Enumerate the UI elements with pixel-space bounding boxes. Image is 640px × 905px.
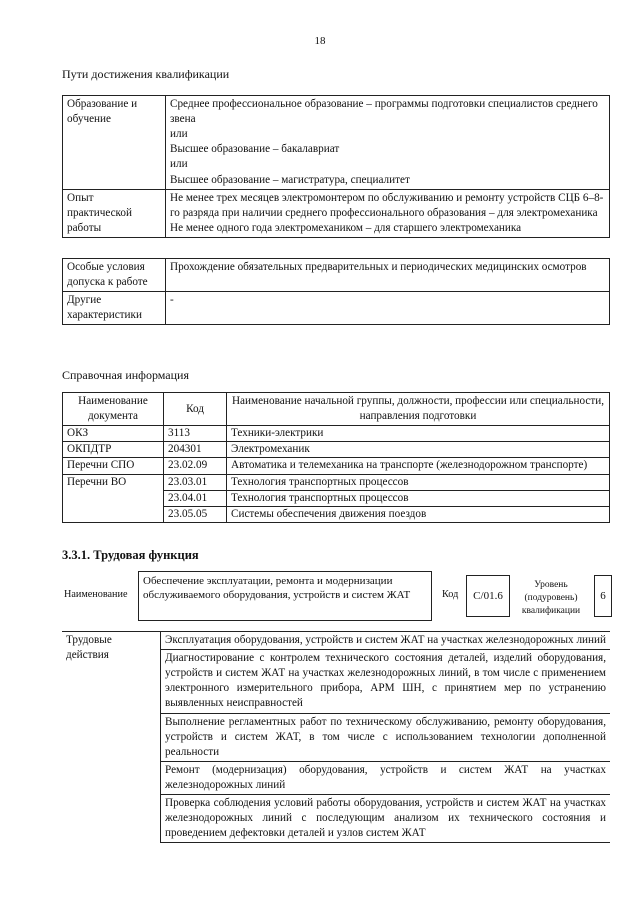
code-cell: 23.05.05 bbox=[164, 506, 227, 522]
content-line: Высшее образование – магистратура, специалитет bbox=[170, 173, 410, 186]
table-row bbox=[63, 292, 610, 325]
row-label: Образование и обучение bbox=[63, 96, 166, 190]
function-code: С/01.6 bbox=[466, 575, 510, 617]
doc-cell: Перечни СПО bbox=[63, 458, 164, 474]
row-content bbox=[166, 96, 610, 190]
row-label: Другие характеристики bbox=[63, 292, 166, 325]
doc-cell: ОКЗ bbox=[63, 426, 164, 442]
action-item: Проверка соблюдения условий работы оборудования, устройств и систем ЖАТ на участках железнодорожных линий с последующим анализом их технического состояния и проведением дефектовки деталей и узлов систем ЖАТ bbox=[161, 795, 611, 843]
name-cell: Техники-электрики bbox=[227, 426, 610, 442]
content-line: Не менее трех месяцев электромонтером по обслуживанию и ремонту устройств СЦБ 6–8-го разряда при наличии среднего профессионального образования – для электромеханика bbox=[170, 191, 604, 219]
name-cell: Автоматика и телемеханика на транспорте (железнодорожном транспорте) bbox=[227, 458, 610, 474]
qualification-table bbox=[62, 95, 610, 238]
table-row bbox=[63, 442, 610, 458]
doc-cell: ОКПДТР bbox=[63, 442, 164, 458]
qualification-title: Пути достижения квалификации bbox=[62, 67, 230, 81]
qualification-level: 6 bbox=[594, 575, 612, 617]
action-item: Эксплуатация оборудования, устройств и систем ЖАТ на участках железнодорожных линий bbox=[161, 632, 611, 650]
labor-function-header bbox=[62, 571, 622, 623]
code-cell: 23.04.01 bbox=[164, 490, 227, 506]
conditions-table bbox=[62, 258, 610, 325]
level-label: Уровень (подуровень) квалификации bbox=[521, 580, 581, 616]
code-cell: 23.02.09 bbox=[164, 458, 227, 474]
name-cell: Технология транспортных процессов bbox=[227, 490, 610, 506]
doc-cell bbox=[63, 490, 164, 506]
row-content: - bbox=[166, 292, 610, 325]
code-label: Код bbox=[442, 589, 459, 600]
row-label: Опыт практической работы bbox=[63, 189, 166, 237]
reference-title: Справочная информация bbox=[62, 368, 189, 382]
code-cell: 23.03.01 bbox=[164, 474, 227, 490]
actions-label: Трудовые действия bbox=[62, 632, 161, 843]
content-line: Среднее профессиональное образование – программы подготовки специалистов среднего звена bbox=[170, 98, 598, 126]
column-header: Наименование документа bbox=[63, 393, 164, 426]
column-header: Наименование начальной группы, должности, профессии или специальности, направления подготовки bbox=[227, 393, 610, 426]
table-row bbox=[63, 474, 610, 490]
labor-actions-table bbox=[62, 631, 610, 843]
row-content bbox=[166, 189, 610, 237]
row-label: Особые условия допуска к работе bbox=[63, 259, 166, 292]
table-row bbox=[62, 632, 610, 650]
table-row bbox=[63, 96, 610, 190]
function-name: Обеспечение эксплуатации, ремонта и модернизации обслуживаемого оборудования, устройств и систем ЖАТ bbox=[138, 571, 432, 621]
row-content: Прохождение обязательных предварительных и периодических медицинских осмотров bbox=[166, 259, 610, 292]
labor-function-heading: 3.3.1. Трудовая функция bbox=[62, 548, 199, 562]
name-label: Наименование bbox=[64, 589, 128, 600]
header-row bbox=[63, 393, 610, 426]
action-item: Выполнение регламентных работ по техническому обслуживанию, ремонту оборудования, устройств и систем ЖАТ, в том числе с использованием технологии дополненной реальности bbox=[161, 713, 611, 761]
doc-cell bbox=[63, 506, 164, 522]
code-cell: 3113 bbox=[164, 426, 227, 442]
table-row bbox=[63, 506, 610, 522]
action-item: Диагностирование с контролем технического состояния деталей, изделий оборудования, устройств и систем ЖАТ на участках железнодорожных линий, в том числе с применением электронного измерительного прибора, АРМ ШН, с принятием мер по устранению выявленных неисправностей bbox=[161, 650, 611, 713]
table-row bbox=[63, 426, 610, 442]
name-cell: Системы обеспечения движения поездов bbox=[227, 506, 610, 522]
reference-table bbox=[62, 392, 610, 523]
content-line: или bbox=[170, 158, 188, 171]
column-header: Код bbox=[164, 393, 227, 426]
content-line: Не менее одного года электромехаником – для старшего электромеханика bbox=[170, 221, 522, 234]
name-cell: Электромеханик bbox=[227, 442, 610, 458]
doc-cell: Перечни ВО bbox=[63, 474, 164, 490]
action-item: Ремонт (модернизация) оборудования, устройств и систем ЖАТ на участках железнодорожных линий bbox=[161, 761, 611, 794]
content-line: или bbox=[170, 128, 188, 141]
table-row bbox=[63, 458, 610, 474]
page-number: 18 bbox=[314, 35, 326, 47]
content-line: Высшее образование – бакалавриат bbox=[170, 143, 340, 156]
name-cell: Технология транспортных процессов bbox=[227, 474, 610, 490]
table-row bbox=[63, 259, 610, 292]
code-cell: 204301 bbox=[164, 442, 227, 458]
table-row bbox=[63, 189, 610, 237]
table-row bbox=[63, 490, 610, 506]
